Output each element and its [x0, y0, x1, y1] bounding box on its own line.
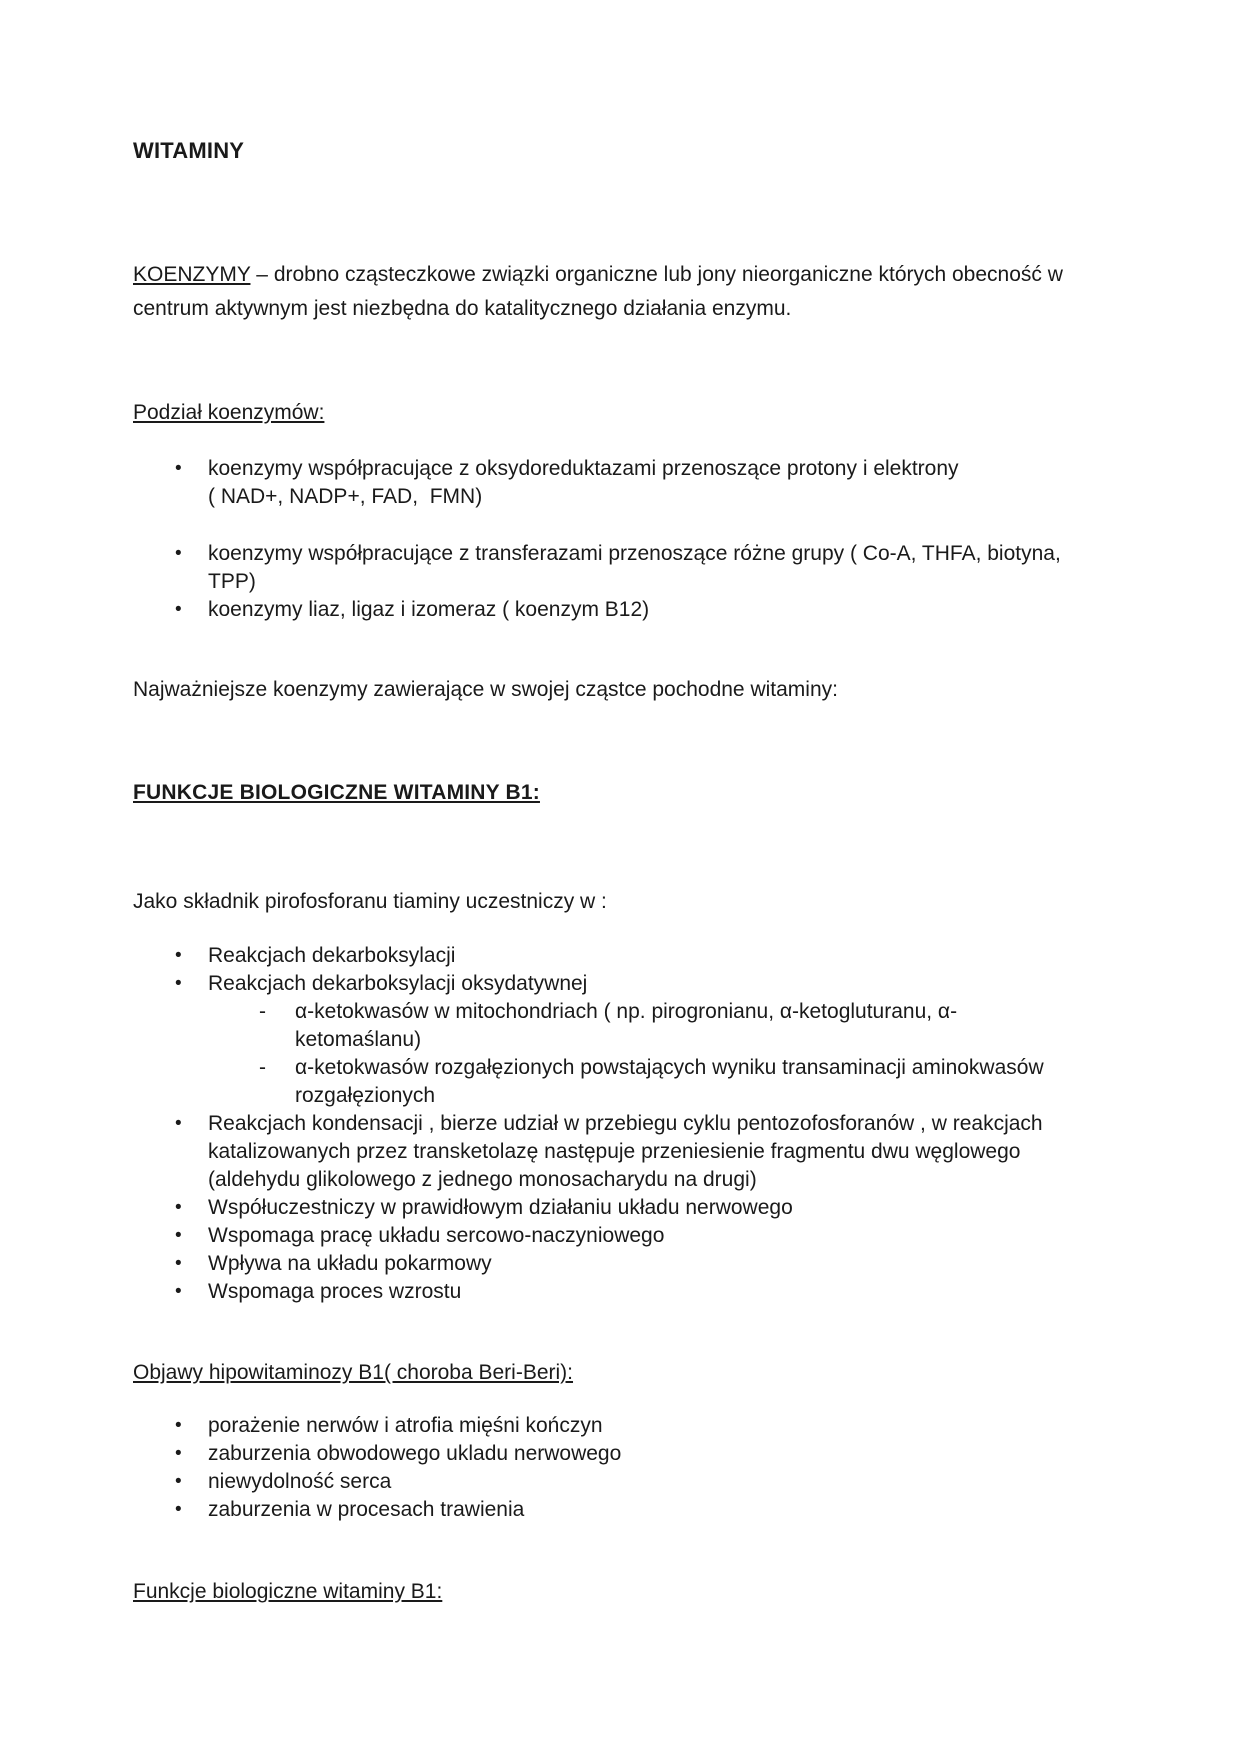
list-item-line: porażenie nerwów i atrofia mięśni kończyn [208, 1414, 603, 1437]
list-item-kondensacja [133, 1110, 1194, 1194]
koenzymy-definition-rest: – drobno cząsteczkowe związki organiczne lub jony nieorganiczne których obecność w [250, 263, 1063, 286]
list-item-line: ( NAD+, NADP+, FAD, FMN) [208, 485, 483, 508]
bullet-icon: • [175, 1225, 182, 1246]
list-item-line: (aldehydu glikolowego z jednego monosacharydu na drugi) [208, 1168, 757, 1191]
list-item-uklad-sercowo-naczyniowy [133, 1222, 1194, 1250]
list-item-zaburzenia-ukladu-nerwowego [133, 1440, 1194, 1468]
list-item-line: ketomaślanu) [295, 1028, 422, 1051]
sublist-item-ketokwasy-rozgalezione [133, 1054, 1194, 1110]
heading-podzial-koenzymow: Podział koenzymów: [133, 401, 325, 424]
list-item-porazenie-nerwow [133, 1412, 1194, 1440]
list-item-line: Reakcjach kondensacji , bierze udział w przebiegu cyklu pentozofosforanów , w reakcjach [208, 1112, 1043, 1135]
list-item-text [208, 540, 1194, 596]
list-item-text [208, 1412, 1194, 1440]
list-item-line: Wpływa na układu pokarmowy [208, 1252, 492, 1275]
note-koenzymy-witaminy: Najważniejsze koenzymy zawierające w swojej cząstce pochodne witaminy: [133, 678, 838, 701]
list-item-text [295, 998, 1194, 1054]
koenzymy-term: KOENZYMY [133, 263, 251, 286]
list-item-dekarboksylacja-oksydatywna [133, 970, 1194, 998]
list-item-line: niewydolność serca [208, 1470, 392, 1493]
list-item-line: Współuczestniczy w prawidłowym działaniu układu nerwowego [208, 1196, 793, 1219]
heading-objawy-hipowitaminozy: Objawy hipowitaminozy B1( choroba Beri-Beri): [133, 1361, 574, 1384]
bullet-icon: • [175, 1443, 182, 1464]
sublist-item-ketokwasy-mitochondria [133, 998, 1194, 1054]
bullet-icon: • [175, 1197, 182, 1218]
list-item-text [208, 596, 1194, 624]
list-item-line: rozgałęzionych [295, 1084, 436, 1107]
list-item-line: TPP) [208, 570, 256, 593]
list-item-line: zaburzenia obwodowego ukladu nerwowego [208, 1442, 622, 1465]
podzial-list [133, 455, 1194, 624]
list-item-oksydoreduktazy [133, 455, 1194, 511]
list-item-text [208, 1278, 1194, 1306]
list-item-niewydolnosc-serca [133, 1468, 1194, 1496]
list-item-line: koenzymy współpracujące z transferazami przenoszące różne grupy ( Co-A, THFA, biotyna, [208, 542, 1061, 565]
list-item-text [208, 1110, 1194, 1194]
bullet-icon: • [175, 1113, 182, 1134]
list-item-line: Reakcjach dekarboksylacji oksydatywnej [208, 972, 588, 995]
list-item-proces-wzrostu [133, 1278, 1194, 1306]
koenzymy-definition [133, 258, 1194, 326]
list-item-line: katalizowanych przez transketolazę następuje przeniesienie fragmentu dwu węglowego [208, 1140, 1021, 1163]
list-item-text [208, 942, 1194, 970]
list-item-line: koenzymy liaz, ligaz i izomeraz ( koenzym B12) [208, 598, 650, 621]
bullet-icon: • [175, 1499, 182, 1520]
list-item-text [208, 455, 1194, 511]
list-item-line: α-ketokwasów w mitochondriach ( np. pirogronianu, α-ketogluturanu, α- [295, 1000, 958, 1023]
dash-icon: - [259, 1056, 266, 1079]
list-item-text [208, 1496, 1194, 1524]
list-item-text [208, 970, 1194, 998]
list-item-transferazy [133, 540, 1194, 596]
list-item-text [295, 1054, 1194, 1110]
list-item-zaburzenia-trawienia [133, 1496, 1194, 1524]
bullet-icon: • [175, 1471, 182, 1492]
list-item-text [208, 1440, 1194, 1468]
koenzymy-definition-line-1 [133, 258, 1194, 292]
list-item-uklad-pokarmowy [133, 1250, 1194, 1278]
list-item-text [208, 1222, 1194, 1250]
list-item-liazy [133, 596, 1194, 624]
funkcje-intro: Jako składnik pirofosforanu tiaminy uczestniczy w : [133, 890, 607, 913]
objawy-list [133, 1412, 1194, 1524]
bullet-icon: • [175, 945, 182, 966]
bullet-icon: • [175, 599, 182, 620]
list-item-line: α-ketokwasów rozgałęzionych powstających wyniku transaminacji aminokwasów [295, 1056, 1044, 1079]
koenzymy-definition-line-2: centrum aktywnym jest niezbędna do katalitycznego działania enzymu. [133, 297, 792, 320]
list-item-line: Wspomaga pracę układu sercowo-naczyniowego [208, 1224, 665, 1247]
funkcje-list [133, 942, 1194, 1306]
heading-funkcje-biologiczne-b1-2: Funkcje biologiczne witaminy B1: [133, 1580, 443, 1603]
list-item-uklad-nerwowy [133, 1194, 1194, 1222]
list-item-dekarboksylacja [133, 942, 1194, 970]
list-item-text [208, 1194, 1194, 1222]
list-item-line: Wspomaga proces wzrostu [208, 1280, 462, 1303]
bullet-icon: • [175, 1253, 182, 1274]
list-item-text [208, 1468, 1194, 1496]
list-item-line: koenzymy współpracujące z oksydoreduktazami przenoszące protony i elektrony [208, 457, 959, 480]
bullet-icon: • [175, 543, 182, 564]
bullet-icon: • [175, 973, 182, 994]
list-item-text [208, 1250, 1194, 1278]
bullet-icon: • [175, 458, 182, 479]
bullet-icon: • [175, 1415, 182, 1436]
bullet-icon: • [175, 1281, 182, 1302]
page-title: WITAMINY [133, 138, 245, 163]
heading-funkcje-biologiczne-b1: FUNKCJE BIOLOGICZNE WITAMINY B1: [133, 781, 540, 804]
dash-icon: - [259, 1000, 266, 1023]
list-item-line: zaburzenia w procesach trawienia [208, 1498, 525, 1521]
list-item-line: Reakcjach dekarboksylacji [208, 944, 456, 967]
